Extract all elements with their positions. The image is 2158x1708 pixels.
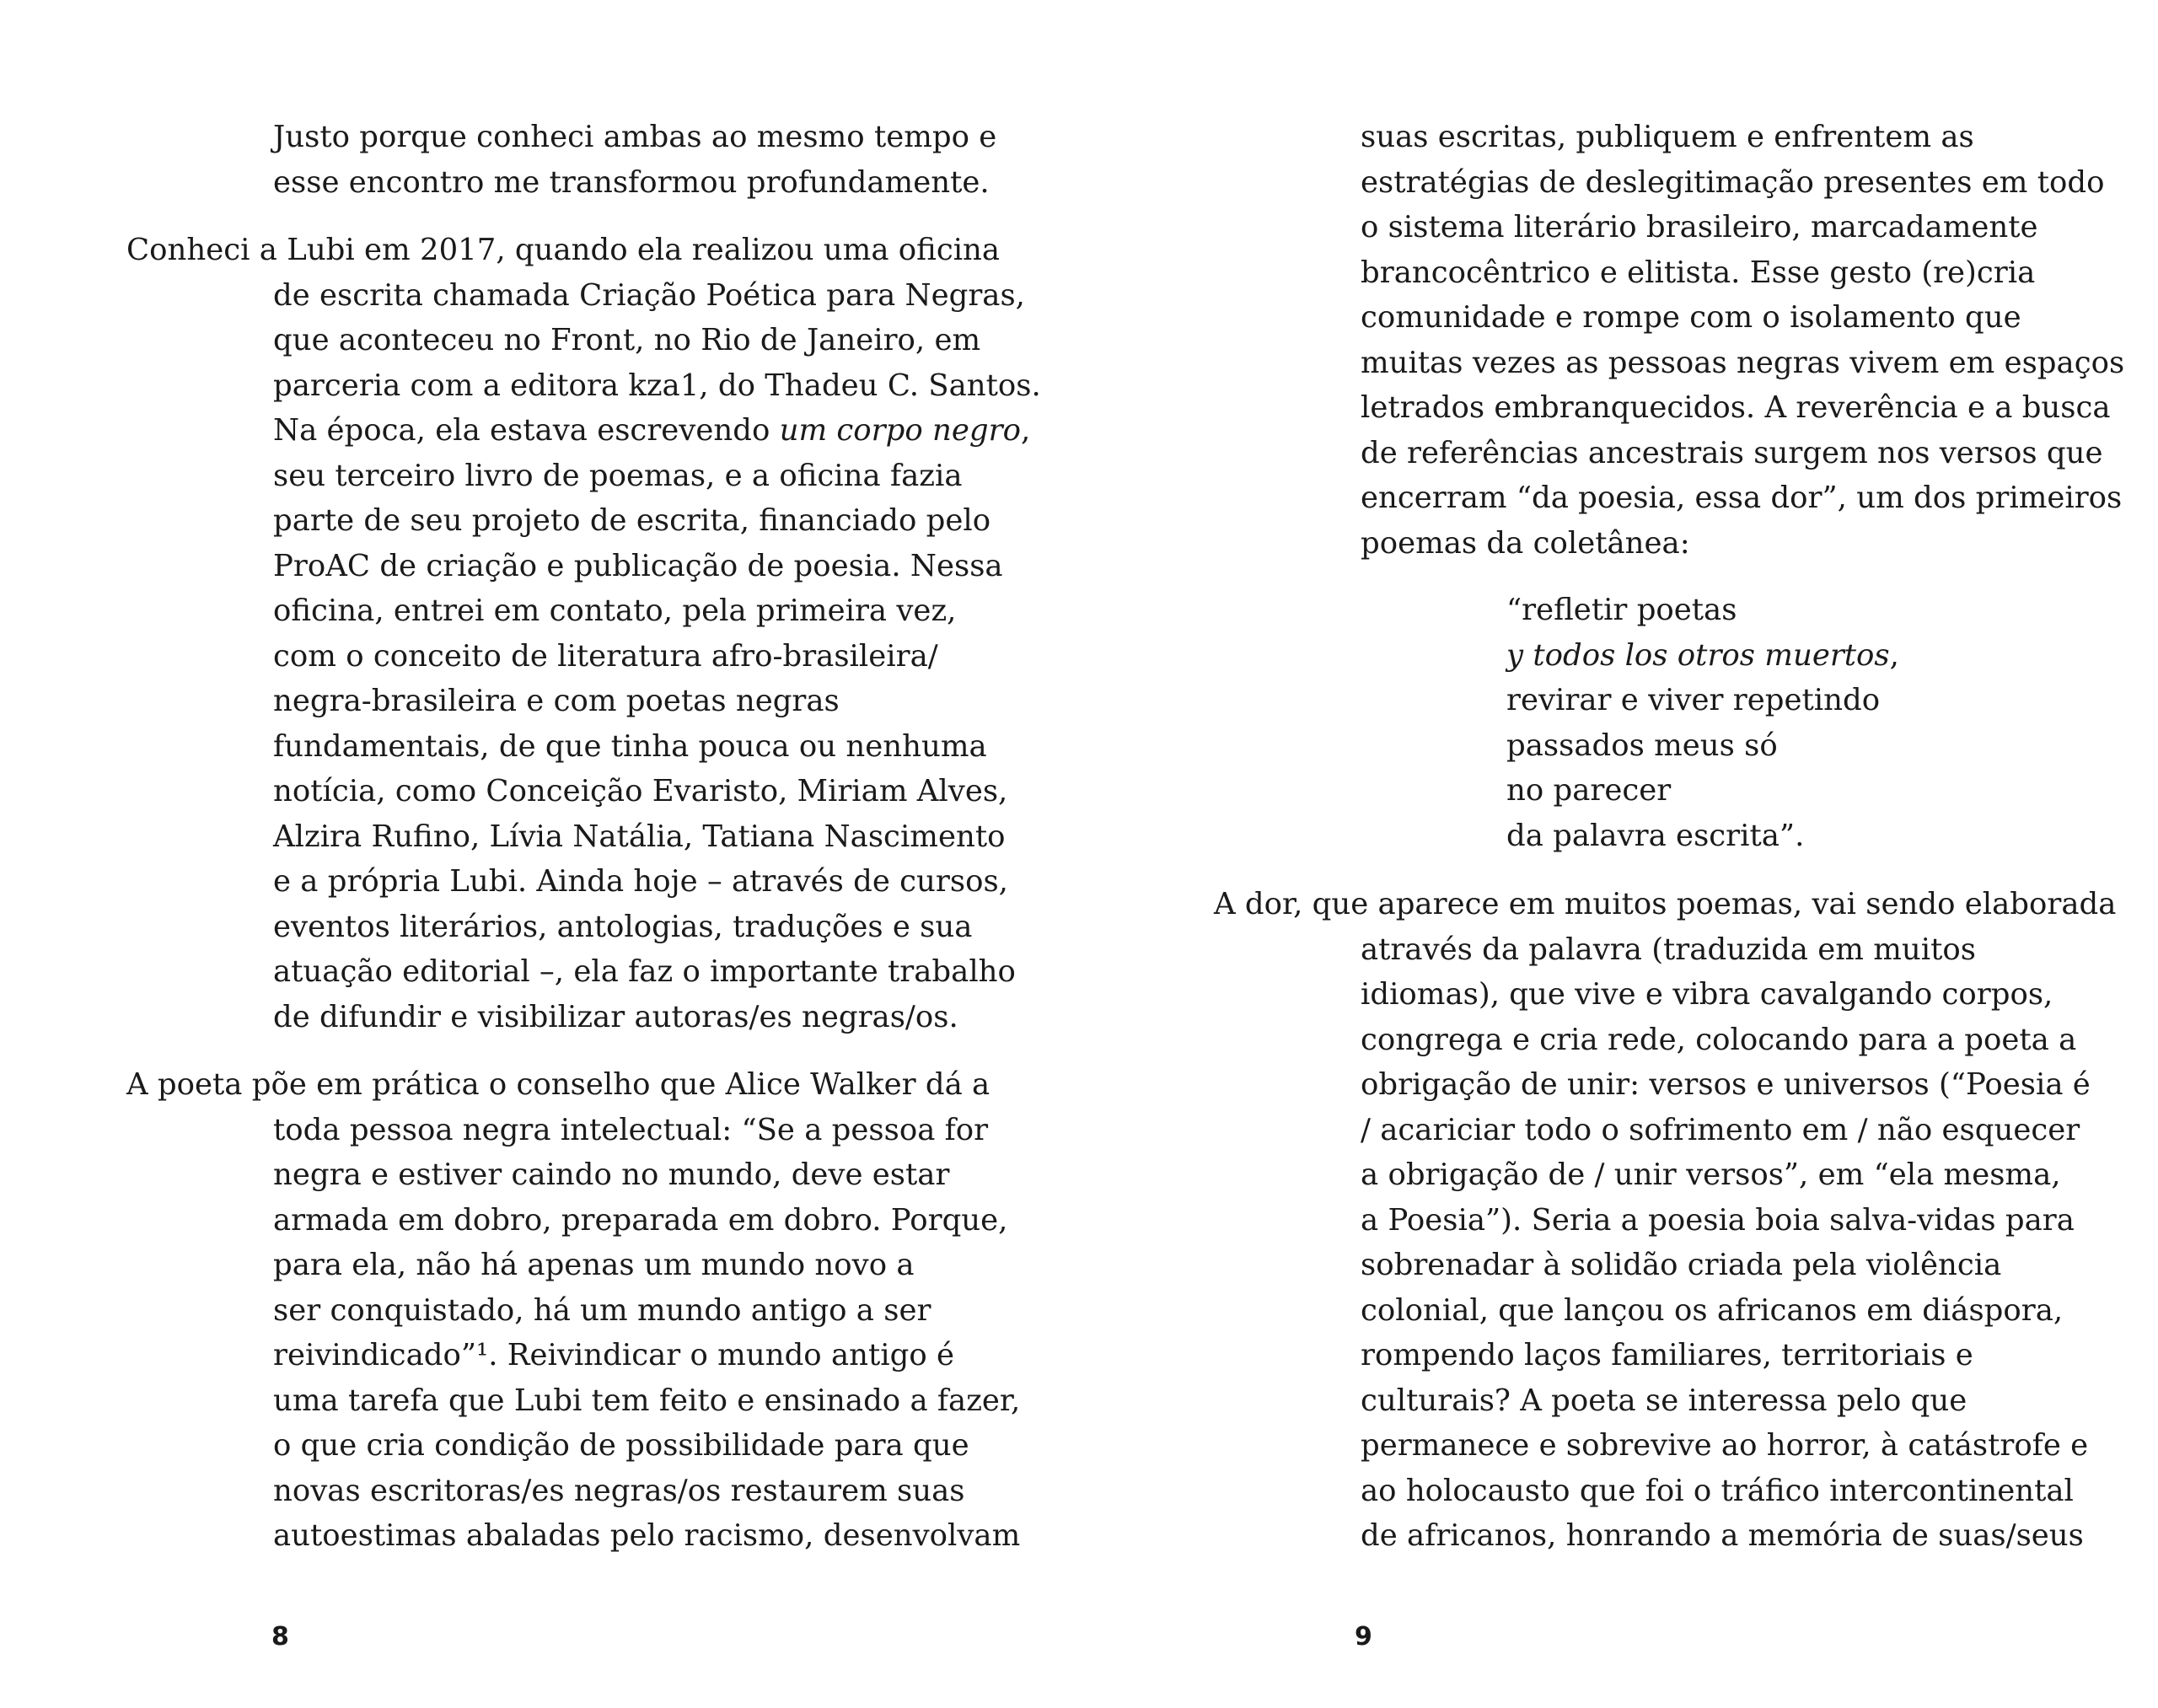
text-segment: passados meus só: [1506, 728, 1778, 763]
text-segment: para ela, não há apenas um mundo novo a: [273, 1248, 915, 1282]
text-line: [126, 160, 990, 206]
text-line: [126, 949, 1016, 995]
text-line: [126, 115, 997, 160]
text-segment: estratégias de deslegitimação presentes em todo: [1361, 164, 2105, 200]
text-segment: culturais? A poeta se interessa pelo que: [1361, 1383, 1967, 1418]
text-line: [126, 724, 987, 770]
text-line: [1214, 814, 2057, 859]
text-segment: Alzira Rufino, Lívia Natália, Tatiana Nascimento: [273, 819, 1006, 854]
text-segment: obrigação de unir: versos e universos (“Poesia é: [1361, 1067, 2091, 1102]
text-line: [1214, 1243, 2057, 1288]
text-segment: reivindicado”¹. Reivindicar o mundo antigo é: [273, 1338, 954, 1372]
text-segment: a obrigação de / unir versos”, em “ela mesma,: [1361, 1157, 2061, 1192]
text-line: [126, 544, 1003, 589]
paragraph-spacer: [126, 1039, 969, 1062]
text-segment: ProAC de criação e publicação de poesia. Nessa: [273, 548, 1003, 583]
text-line: [126, 769, 1008, 814]
text-line: [126, 995, 969, 1040]
text-line: [126, 1513, 1021, 1559]
text-segment: ,: [1889, 637, 1899, 673]
text-line: [1214, 385, 2111, 431]
text-segment: rompendo laços familiares, territoriais e: [1361, 1338, 1973, 1372]
text-segment: negra-brasileira e com poetas negras: [273, 684, 840, 718]
text-segment: de difundir e visibilizar autoras/es negras/os.: [273, 999, 958, 1034]
paragraph: [1214, 882, 2117, 1559]
text-segment: negra e estiver caindo no mundo, deve estar: [273, 1157, 950, 1192]
text-line: [1214, 1198, 2075, 1243]
text-line: [1214, 1018, 2077, 1063]
paragraph-spacer: [1214, 566, 2057, 588]
text-segment: de africanos, honrando a memória de suas/seus: [1361, 1518, 2084, 1553]
text-segment: parceria com a editora kza1, do Thadeu C. Santos.: [273, 368, 1041, 403]
text-segment: armada em dobro, preparada em dobro. Porque,: [273, 1202, 1008, 1238]
text-line: [126, 1243, 969, 1288]
text-line: [126, 588, 969, 634]
text-segment: letrados embranquecidos. A reverência e a busca: [1361, 390, 2111, 425]
text-line: [126, 679, 969, 724]
text-line: [126, 228, 1001, 273]
text-segment: muitas vezes as pessoas negras vivem em espaços: [1361, 345, 2125, 380]
text-line: [126, 634, 969, 679]
text-segment: colonial, que lançou os africanos em diáspora,: [1361, 1292, 2064, 1328]
text-segment: oficina, entrei em contato, pela primeira vez,: [273, 594, 957, 628]
text-line: [1214, 1062, 2091, 1108]
text-line: [1214, 1152, 2061, 1198]
text-segment: parte de seu projeto de escrita, financiado pelo: [273, 503, 991, 538]
text-segment: seu terceiro livro de poemas, e a oficina fazia: [273, 458, 963, 493]
page-number-right: 9: [1355, 1622, 1372, 1652]
page-number-left: 8: [271, 1622, 289, 1652]
text-segment: da palavra escrita”.: [1506, 818, 1805, 853]
text-line: [126, 814, 1006, 860]
text-line: [126, 859, 1008, 905]
paragraph: [1214, 115, 2125, 566]
text-line: [126, 408, 1031, 454]
text-segment: idiomas), que vive e vibra cavalgando corpos,: [1361, 977, 2053, 1012]
text-segment: através da palavra (traduzida em muitos: [1361, 932, 1976, 967]
text-segment: permanece e sobrevive ao horror, à catástrofe e: [1361, 1428, 2089, 1463]
text-segment: atuação editorial –, ela faz o importante trabalho: [273, 954, 1016, 989]
text-segment: brancocêntrico e elitista. Esse gesto (re)cria: [1361, 255, 2036, 290]
text-line: [1214, 1469, 2074, 1514]
text-segment: encerram “da poesia, essa dor”, um dos primeiros: [1361, 481, 2123, 515]
text-line: [126, 318, 981, 363]
text-segment: ser conquistado, há um mundo antigo a ser: [273, 1292, 931, 1328]
text-line: [126, 454, 969, 499]
text-line: [1214, 1288, 2064, 1334]
text-segment: que aconteceu no Front, no Rio de Janeiro, em: [273, 323, 981, 357]
paragraph-spacer: [1214, 858, 2057, 882]
paragraph: [126, 115, 997, 205]
text-line: [126, 1333, 969, 1378]
text-line: [1214, 295, 2057, 341]
text-line: [126, 498, 991, 544]
text-line: [1214, 972, 2057, 1018]
text-line: [1214, 588, 2057, 633]
text-segment: no parecer: [1506, 773, 1672, 808]
text-line: [126, 1152, 969, 1198]
text-segment: com o conceito de literatura afro-brasileira/: [273, 638, 938, 674]
text-line: [1214, 723, 2057, 769]
text-line: [1214, 1333, 2057, 1378]
paragraph-spacer: [126, 205, 969, 228]
text-line: [1214, 341, 2125, 386]
text-line: [1214, 1108, 2080, 1153]
text-line: [126, 1108, 989, 1153]
text-line: [126, 1423, 969, 1469]
text-line: [1214, 927, 2057, 973]
text-segment: a Poesia”). Seria a poesia boia salva-vidas para: [1361, 1202, 2075, 1238]
italic-segment: um corpo negro: [779, 413, 1021, 448]
text-segment: uma tarefa que Lubi tem feito e ensinado a fazer,: [273, 1383, 1021, 1418]
text-segment: novas escritoras/es negras/os restaurem suas: [273, 1473, 965, 1508]
text-line: [1214, 205, 2057, 250]
text-line: [1214, 250, 2057, 296]
text-segment: Justo porque conheci ambas ao mesmo tempo e: [273, 120, 997, 154]
text-segment: “refletir poetas: [1506, 593, 1737, 627]
text-segment: toda pessoa negra intelectual: “Se a pessoa for: [273, 1112, 989, 1147]
text-line: [1214, 475, 2123, 521]
text-line: [1214, 882, 2117, 927]
poem-quote: [1214, 588, 2057, 858]
right-page: [1079, 0, 2158, 1708]
text-line: [126, 1288, 969, 1334]
text-segment: de referências ancestrais surgem nos versos que: [1361, 435, 2103, 470]
text-line: [1214, 521, 2057, 567]
text-segment: ,: [1020, 413, 1031, 448]
text-line: [126, 273, 1025, 319]
text-segment: suas escritas, publiquem e enfrentem as: [1361, 120, 1974, 154]
text-segment: revirar e viver repetindo: [1506, 683, 1881, 717]
text-line: [1214, 1513, 2084, 1559]
text-segment: fundamentais, de que tinha pouca ou nenhuma: [273, 728, 987, 764]
text-line: [1214, 1378, 2057, 1424]
text-segment: o sistema literário brasileiro, marcadamente: [1361, 210, 2038, 244]
text-segment: sobrenadar à solidão criada pela violência: [1361, 1248, 2002, 1282]
text-line: [1214, 1423, 2089, 1469]
text-line: [1214, 431, 2103, 476]
text-segment: notícia, como Conceição Evaristo, Miriam Alves,: [273, 774, 1008, 808]
text-line: [126, 905, 973, 950]
text-segment: poemas da coletânea:: [1361, 525, 1690, 561]
right-page-body: [1214, 115, 2125, 1559]
text-segment: Na época, ela estava escrevendo: [273, 413, 780, 448]
text-line: [126, 1378, 1021, 1424]
text-segment: autoestimas abaladas pelo racismo, desenvolvam: [273, 1518, 1021, 1553]
text-line: [126, 363, 1041, 409]
text-line: [1214, 115, 2057, 160]
text-line: [1214, 768, 2057, 814]
text-segment: A poeta põe em prática o conselho que Alice Walker dá a: [126, 1067, 990, 1102]
text-line: [1214, 160, 2105, 206]
text-segment: congrega e cria rede, colocando para a poeta a: [1361, 1022, 2077, 1057]
text-line: [126, 1062, 990, 1108]
text-line: [1214, 678, 2057, 723]
text-segment: e a própria Lubi. Ainda hoje – através de cursos,: [273, 864, 1008, 899]
text-segment: ao holocausto que foi o tráfico intercontinental: [1361, 1473, 2074, 1508]
text-segment: / acariciar todo o sofrimento em / não esquecer: [1361, 1112, 2080, 1147]
text-segment: esse encontro me transformou profundamente.: [273, 164, 990, 200]
text-line: [126, 1469, 969, 1514]
text-segment: eventos literários, antologias, traduções e sua: [273, 909, 973, 944]
text-segment: Conheci a Lubi em 2017, quando ela realizou uma oficina: [126, 233, 1001, 267]
text-segment: A dor, que aparece em muitos poemas, vai sendo elaborada: [1214, 887, 2117, 921]
text-line: [126, 1198, 1008, 1243]
italic-segment: y todos los otros muertos: [1506, 637, 1890, 673]
text-segment: de escrita chamada Criação Poética para Negras,: [273, 277, 1025, 313]
paragraph: [126, 228, 1041, 1039]
left-page-body: [126, 115, 1041, 1559]
text-segment: o que cria condição de possibilidade para que: [273, 1428, 969, 1463]
paragraph: [126, 1062, 1021, 1559]
text-segment: comunidade e rompe com o isolamento que: [1361, 300, 2021, 335]
text-line: [1214, 633, 2057, 679]
